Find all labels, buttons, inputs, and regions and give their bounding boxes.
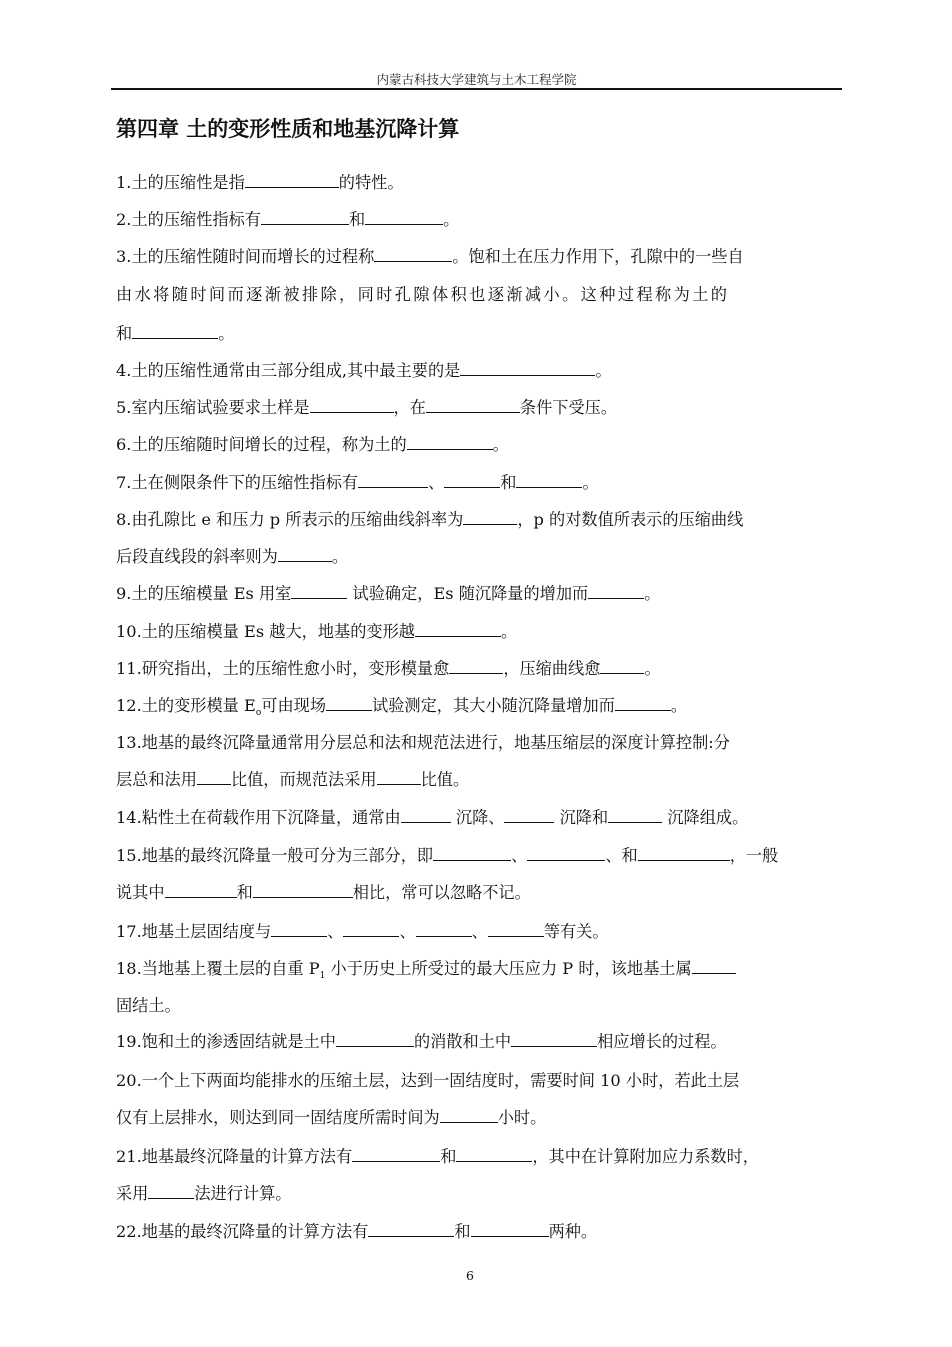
answer-blank[interactable]: [368, 1221, 454, 1237]
question-text: 4.土的压缩性通常由三部分组成,其中最主要的是: [116, 361, 461, 380]
question-12: [116, 695, 687, 724]
answer-blank[interactable]: [271, 921, 327, 937]
answer-blank[interactable]: [407, 434, 493, 450]
question-text: 。: [582, 473, 599, 492]
answer-blank[interactable]: [197, 769, 231, 785]
question-text: 后段直线段的斜率则为: [116, 547, 278, 566]
question-11: [116, 658, 661, 680]
answer-blank[interactable]: [291, 583, 347, 599]
question-text: 5.室内压缩试验要求土样是: [116, 398, 310, 417]
answer-blank[interactable]: [148, 1183, 194, 1199]
answer-blank[interactable]: [692, 958, 736, 974]
question-17: [116, 921, 609, 943]
question-14: [116, 807, 748, 829]
question-text: 比值。: [420, 770, 470, 789]
question-text: 试验确定，Es 随沉降量的增加而: [347, 584, 589, 603]
answer-blank[interactable]: [278, 546, 332, 562]
question-text: 。: [595, 361, 612, 380]
question-text: 采用: [116, 1184, 149, 1203]
question-text: 仅有上层排水，则达到同一固结度所需时间为: [116, 1108, 440, 1127]
question-3-line-2: 由水将随时间而逐渐被排除，同时孔隙体积也逐渐减小。这种过程称为土的: [116, 285, 730, 304]
answer-blank[interactable]: [433, 845, 511, 861]
question-text: 2.土的压缩性指标有: [116, 210, 261, 229]
question-text: 和: [500, 473, 517, 492]
question-text: ，在: [393, 398, 426, 417]
answer-blank[interactable]: [358, 472, 428, 488]
answer-blank[interactable]: [511, 1031, 597, 1047]
question-text: 11.研究指出，土的压缩性愈小时，变形模量愈: [116, 659, 450, 678]
answer-blank[interactable]: [253, 882, 353, 898]
question-18-line-2: 固结土。: [116, 996, 181, 1015]
question-22: [116, 1221, 597, 1243]
question-text: ，p 的对数值所表示的压缩曲线: [517, 510, 744, 529]
question-text: 8.由孔隙比 e 和压力 p 所表示的压缩曲线斜率为: [116, 510, 464, 529]
question-text: 的特性。: [338, 173, 404, 192]
question-2: [116, 209, 459, 231]
question-text: 15.地基的最终沉降量一般可分为三部分，即: [116, 846, 434, 865]
question-text: 层总和法用: [116, 770, 197, 789]
answer-blank[interactable]: [527, 845, 605, 861]
question-8-line-2: [116, 546, 348, 568]
question-text: 和: [236, 883, 253, 902]
question-text: 法进行计算。: [194, 1184, 292, 1203]
question-text: ，一般: [729, 846, 779, 865]
answer-blank[interactable]: [456, 1146, 532, 1162]
answer-blank[interactable]: [377, 769, 421, 785]
question-text: 和: [440, 1147, 457, 1166]
question-text: 、: [399, 922, 416, 941]
answer-blank[interactable]: [449, 658, 503, 674]
question-text: 沉降组成。: [662, 808, 749, 827]
question-text: 9.土的压缩模量 Es 用室: [116, 584, 292, 603]
question-text: 。: [670, 696, 688, 715]
answer-blank[interactable]: [444, 472, 500, 488]
question-text: 。: [492, 435, 509, 454]
question-text: 等有关。: [543, 922, 609, 941]
page-header: 内蒙古科技大学建筑与土木工程学院: [376, 72, 577, 87]
question-text: 14.粘性土在荷载作用下沉降量，通常由: [116, 808, 401, 827]
answer-blank[interactable]: [374, 246, 452, 262]
header-rule: [111, 88, 842, 90]
answer-blank[interactable]: [615, 695, 671, 711]
question-text: 、: [327, 922, 344, 941]
answer-blank[interactable]: [588, 583, 644, 599]
answer-blank[interactable]: [608, 807, 662, 823]
subscript-text: 1: [319, 971, 326, 982]
question-text: 和: [454, 1222, 471, 1241]
question-text: ，其中在计算附加应力系数时，: [532, 1147, 759, 1166]
subscript-text: o: [255, 708, 262, 719]
question-text: 7.土在侧限条件下的压缩性指标有: [116, 473, 359, 492]
question-text: 、和: [605, 846, 638, 865]
question-21-line-1: [116, 1146, 759, 1168]
question-text: 。: [218, 324, 235, 343]
answer-blank[interactable]: [352, 1146, 440, 1162]
answer-blank[interactable]: [416, 921, 472, 937]
question-5: [116, 397, 617, 419]
question-text: 比值，而规范法采用: [230, 770, 377, 789]
question-10: [116, 621, 517, 643]
answer-blank[interactable]: [326, 695, 372, 711]
question-text: 、: [471, 922, 488, 941]
answer-blank[interactable]: [415, 621, 501, 637]
answer-blank[interactable]: [600, 658, 644, 674]
question-text: 。: [331, 547, 349, 566]
question-6: [116, 434, 509, 456]
answer-blank[interactable]: [401, 807, 451, 823]
answer-blank[interactable]: [460, 360, 595, 376]
answer-blank[interactable]: [471, 1221, 549, 1237]
answer-blank[interactable]: [132, 323, 218, 339]
answer-blank[interactable]: [426, 397, 520, 413]
question-text: 、: [428, 473, 445, 492]
question-text: 6.土的压缩随时间增长的过程，称为土的: [116, 435, 407, 454]
question-text: 和: [348, 210, 366, 229]
question-text: 22.地基的最终沉降量的计算方法有: [116, 1222, 369, 1241]
question-text: 1.土的压缩性是指: [116, 173, 245, 192]
chapter-title: 第四章 土的变形性质和地基沉降计算: [116, 116, 460, 141]
question-text: 。: [500, 622, 518, 641]
question-7: [116, 472, 599, 494]
question-15-line-2: [116, 882, 531, 904]
question-text: 说其中: [116, 883, 165, 902]
question-text: 19.饱和土的渗透固结就是土中: [116, 1032, 336, 1051]
question-text: 10.土的压缩模量 Es 越大，地基的变形越: [116, 622, 415, 641]
question-text: 3.土的压缩性随时间而增长的过程称: [116, 247, 375, 266]
answer-blank[interactable]: [440, 1107, 498, 1123]
question-text: 17.地基土层固结度与: [116, 922, 272, 941]
answer-blank[interactable]: [638, 845, 730, 861]
question-text: ，压缩曲线愈: [503, 659, 601, 678]
question-text: 条件下受压。: [519, 398, 618, 417]
question-9: [116, 583, 660, 605]
question-text: 。: [443, 210, 460, 229]
answer-blank[interactable]: [504, 807, 554, 823]
question-text: 相比，常可以忽略不记。: [352, 883, 531, 902]
question-text: 和: [116, 324, 133, 343]
question-text: 的消散和土中: [414, 1032, 512, 1051]
question-text: 试验测定，其大小随沉降量增加而: [372, 696, 615, 715]
question-text: 。: [644, 584, 661, 603]
answer-blank[interactable]: [365, 209, 443, 225]
question-8-line-1: [116, 509, 743, 531]
question-3-line-3: [116, 323, 234, 345]
answer-blank[interactable]: [261, 209, 349, 225]
question-4: [116, 360, 612, 382]
page-number: 6: [466, 1268, 474, 1283]
question-1: [116, 172, 404, 194]
answer-blank[interactable]: [245, 172, 339, 188]
question-text: 相应增长的过程。: [597, 1032, 727, 1051]
question-text: 沉降和: [554, 808, 609, 827]
question-text: 、: [511, 846, 528, 865]
answer-blank[interactable]: [488, 921, 544, 937]
question-19: [116, 1031, 727, 1053]
question-text: 。: [644, 659, 661, 678]
question-21-line-2: [116, 1183, 292, 1205]
question-text: 小于历史上所受过的最大压应力 P 时，该地基土属: [325, 959, 692, 978]
question-20-line-1: 20.一个上下两面均能排水的压缩土层，达到一固结度时，需要时间 10 小时，若此土层: [116, 1071, 740, 1090]
question-text: 。饱和土在压力作用下，孔隙中的一些自: [452, 247, 744, 266]
question-13-line-1: 13.地基的最终沉降量通常用分层总和法和规范法进行，地基压缩层的深度计算控制:分: [116, 733, 730, 752]
answer-blank[interactable]: [343, 921, 399, 937]
question-text: 两种。: [548, 1222, 598, 1241]
answer-blank[interactable]: [463, 509, 517, 525]
question-text: 21.地基最终沉降量的计算方法有: [116, 1147, 353, 1166]
answer-blank[interactable]: [165, 882, 237, 898]
question-18-line-1: [116, 958, 736, 987]
question-text: 12.土的变形模量 E: [116, 696, 256, 715]
question-text: 沉降、: [450, 808, 505, 827]
question-15-line-1: [116, 845, 778, 867]
question-13-line-2: [116, 769, 469, 791]
answer-blank[interactable]: [310, 397, 394, 413]
question-text: 小时。: [497, 1108, 547, 1127]
question-20-line-2: [116, 1107, 546, 1129]
question-text: 可由现场: [261, 696, 327, 715]
answer-blank[interactable]: [336, 1031, 414, 1047]
question-3-line-1: [116, 246, 744, 268]
answer-blank[interactable]: [516, 472, 582, 488]
question-text: 18.当地基上覆土层的自重 P: [116, 959, 320, 978]
